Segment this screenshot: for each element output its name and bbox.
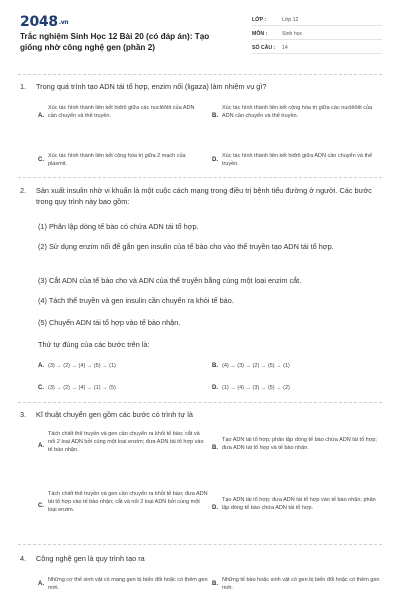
meta-label: SỐ CÂU : xyxy=(252,44,276,51)
meta-value: 14 xyxy=(282,44,288,51)
option-a[interactable] xyxy=(38,576,208,592)
option-text: Tạo ADN tái tổ hợp; phân lập dòng tế bào chứa ADN tái tổ hợp; đưa ADN tái tổ hợp và tế bào nhận. xyxy=(222,437,377,451)
step-5: (5) Chuyển ADN tái tổ hợp vào tế bào nhận. xyxy=(38,318,181,327)
document-header xyxy=(0,0,400,62)
question-number: 4. xyxy=(20,554,27,563)
option-text: (4) → (3) → (2) → (5) → (1) xyxy=(222,363,290,369)
question-number: 2. xyxy=(20,186,27,195)
option-text: Xúc tác hình thành liên kết hiđrô giữa các nuclêôtit của ADN cần chuyển và thể truyền. xyxy=(48,105,195,119)
option-b[interactable] xyxy=(212,362,384,370)
option-text: Những tế bào hoặc sinh vật có gen bị biến đổi hoặc có thêm gen mới. xyxy=(222,577,380,591)
option-c[interactable] xyxy=(38,384,203,392)
option-text: Tách chiết thể truyền và gen cần chuyển ra khỏi tế bào; cắt và nối 2 loại ADN bởi cùng một loại enzim; đưa ADN tái tổ hợp vào tế bào nhận. xyxy=(48,431,204,453)
option-text: Xúc tác hình thành liên kết hiđrô giữa ADN cần chuyển và thể truyền. xyxy=(222,153,373,167)
divider xyxy=(18,177,382,178)
question-number: 1. xyxy=(20,82,27,91)
option-text: (3) → (2) → (4) → (1) → (5) xyxy=(48,385,116,391)
option-label: A. xyxy=(38,113,44,119)
option-text: (1) → (4) → (3) → (5) → (2) xyxy=(222,385,290,391)
question-text: Công nghệ gen là quy trình tạo ra xyxy=(36,554,145,563)
option-a[interactable] xyxy=(38,104,203,120)
logo-text: 2048 xyxy=(20,14,58,30)
question-1 xyxy=(20,82,382,93)
option-b[interactable] xyxy=(212,576,384,592)
meta-row-subject xyxy=(252,28,382,40)
meta-value: Sinh học xyxy=(282,30,303,37)
divider xyxy=(18,74,382,75)
step-2: (2) Sử dụng enzim nối để gắn gen insulin của tế bào cho vào thể truyền tạo ADN tái tổ hợp. xyxy=(38,242,334,251)
meta-row-count xyxy=(252,42,382,54)
option-text: Những cơ thể sinh vật có mang gen bị biến đổi hoặc có thêm gen mới. xyxy=(48,577,208,591)
option-d[interactable] xyxy=(212,152,384,168)
option-text: Xúc tác hình thành liên kết cộng hóa trị giữa 2 mạch của plasmit. xyxy=(48,153,186,167)
option-label: B. xyxy=(212,581,218,587)
step-1: (1) Phân lập dòng tế bào có chứa ADN tái tổ hợp. xyxy=(38,222,199,231)
option-text: (3) → (2) → (4) → (5) → (1) xyxy=(48,363,116,369)
question-3 xyxy=(20,410,382,421)
option-label: D. xyxy=(212,157,218,163)
order-question: Thứ tự đúng của các bước trên là: xyxy=(38,340,150,349)
divider xyxy=(18,544,382,545)
question-2 xyxy=(20,186,382,207)
option-text: Xúc tác hình thành liên kết cộng hóa trị giữa các nuclêôtit của ADN cần chuyển và thể truyền. xyxy=(222,105,373,119)
option-a[interactable] xyxy=(38,362,203,370)
option-label: B. xyxy=(212,445,218,451)
meta-panel xyxy=(252,14,382,56)
meta-label: MÔN : xyxy=(252,30,268,37)
question-number: 3. xyxy=(20,410,27,419)
option-d[interactable] xyxy=(212,496,384,512)
option-b[interactable] xyxy=(212,104,384,120)
step-3: (3) Cắt ADN của tế bào cho và ADN của thể truyền bằng cùng một loại enzim cắt. xyxy=(38,276,302,285)
site-logo[interactable] xyxy=(20,14,68,30)
meta-row-grade xyxy=(252,14,382,26)
option-text: Tách chiết thể truyền và gen cần chuyển ra khỏi tế bào; đưa ADN tái tổ hợp vào tế bào nhận; cắt và nối 2 loại ADN bởi cùng một loại enzim. xyxy=(48,491,208,513)
option-label: D. xyxy=(212,505,218,511)
option-label: D. xyxy=(212,385,218,391)
question-text: Kĩ thuật chuyển gen gồm các bước có trình tự là xyxy=(36,410,193,419)
meta-label: LỚP : xyxy=(252,16,267,23)
option-d[interactable] xyxy=(212,384,384,392)
option-b[interactable] xyxy=(212,436,384,452)
option-label: A. xyxy=(38,443,44,449)
step-4: (4) Tách thể truyền và gen insulin cần chuyển ra khỏi tế bào. xyxy=(38,296,234,305)
page-title: Trắc nghiệm Sinh Học 12 Bài 20 (có đáp án): Tạo giống nhờ công nghệ gen (phần 2) xyxy=(20,32,210,52)
option-text: Tạo ADN tái tổ hợp; đưa ADN tái tổ hợp vào tế bào nhận; phân lập dòng tế bào chứa ADN tái tổ hợp. xyxy=(222,497,376,511)
logo-suffix: .vn xyxy=(58,19,69,26)
option-c[interactable] xyxy=(38,152,203,168)
option-a[interactable] xyxy=(38,430,208,454)
option-c[interactable] xyxy=(38,490,208,514)
question-text: Sản xuất insulin nhờ vi khuẩn là một cuộc cách mạng trong điều trị bệnh tiểu đường ở người. Các bước trong quy trình này bao gồm: xyxy=(36,186,372,206)
option-label: B. xyxy=(212,363,218,369)
divider xyxy=(18,402,382,403)
option-label: C. xyxy=(38,385,44,391)
question-4 xyxy=(20,554,382,565)
option-label: C. xyxy=(38,157,44,163)
option-label: A. xyxy=(38,363,44,369)
question-text: Trong quá trình tạo ADN tái tổ hợp, enzim nối (ligaza) làm nhiệm vụ gì? xyxy=(36,82,267,91)
meta-value: Lớp 12 xyxy=(282,16,299,23)
option-label: B. xyxy=(212,113,218,119)
option-label: A. xyxy=(38,581,44,587)
option-label: C. xyxy=(38,503,44,509)
